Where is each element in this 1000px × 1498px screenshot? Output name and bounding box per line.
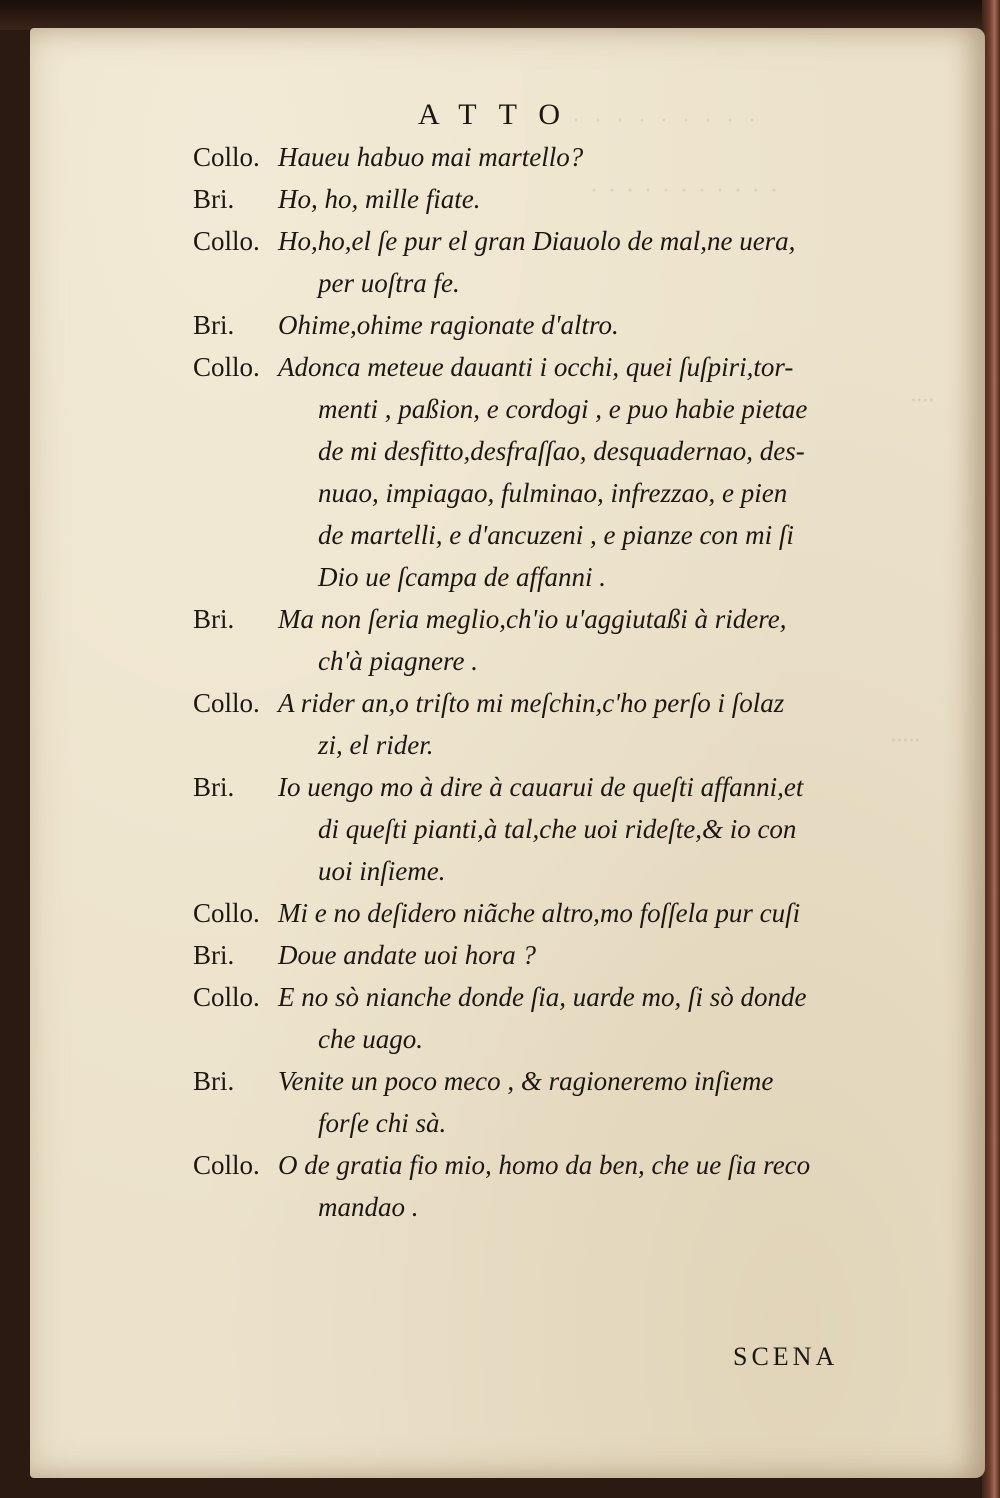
speech-line: nuao, impiagao, fulminao, infrezzao, e pien xyxy=(318,478,788,508)
speaker-label: Bri. xyxy=(193,1066,235,1096)
speech-line: de mi desfitto,desfraſſao, desquadernao, des- xyxy=(318,436,805,466)
speaker-label: Collo. xyxy=(193,352,260,382)
speech-line: Ho, ho, mille fiate. xyxy=(278,184,481,214)
speech-line: Io uengo mo à dire à cauarui de queſti affanni,et xyxy=(278,772,804,802)
speech-line: forſe chi sà. xyxy=(318,1108,447,1138)
speaker-label: Collo. xyxy=(193,226,260,256)
speaker-label: Bri. xyxy=(193,772,235,802)
speaker-label: Collo. xyxy=(193,898,260,928)
speech-line: Mi e no deſidero niãche altro,mo foſſela pur cuſi xyxy=(278,898,801,928)
speech-line: Ho,ho,el ſe pur el gran Diauolo de mal,ne uera, xyxy=(278,226,796,256)
speech-line: Doue andate uoi hora ? xyxy=(278,940,536,970)
show-through-text: ···· xyxy=(910,388,934,414)
speech-line: Dio ue ſcampa de affanni . xyxy=(318,562,606,592)
speaker-label: Collo. xyxy=(193,1150,260,1180)
speech-line: Haueu habuo mai martello? xyxy=(278,142,584,172)
speech-line: di queſti pianti,à tal,che uoi rideſte,& io con xyxy=(318,814,797,844)
speech-line: zi, el rider. xyxy=(318,730,434,760)
speech-line: Adonca meteue dauanti i occhi, quei ſuſpiri,tor- xyxy=(278,352,794,382)
catchword: SCENA xyxy=(733,1342,839,1371)
speech-line: per uoſtra fe. xyxy=(318,268,460,298)
speech-line: Venite un poco meco , & ragioneremo inſieme xyxy=(278,1066,774,1096)
speaker-label: Collo. xyxy=(193,982,260,1012)
speech-line: Ma non ſeria meglio,ch'io u'aggiutaßi à ridere, xyxy=(278,604,787,634)
show-through-text: ····· xyxy=(890,728,920,754)
speech-line: che uago. xyxy=(318,1024,423,1054)
speaker-label: Bri. xyxy=(193,310,235,340)
speech-line: A rider an,o triſto mi meſchin,c'ho perſo i ſolaz xyxy=(278,688,785,718)
speech-line: menti , paßion, e cordogi , e puo habie pietae xyxy=(318,394,808,424)
speech-line: O de gratia fio mio, homo da ben, che ue ſia reco xyxy=(278,1150,811,1180)
speech-line: E no sò nianche donde ſia, uarde mo, ſi sò donde xyxy=(278,982,807,1012)
show-through-text: ·········· xyxy=(550,108,770,134)
book-edge-top xyxy=(0,0,1000,30)
speaker-label: Bri. xyxy=(193,940,235,970)
speaker-label: Collo. xyxy=(193,142,260,172)
speech-line: uoi inſieme. xyxy=(318,856,446,886)
speaker-label: Bri. xyxy=(193,184,235,214)
page-header: ATTO xyxy=(417,98,583,131)
speech-line: ch'à piagnere . xyxy=(318,646,478,676)
speech-line: mandao . xyxy=(318,1192,419,1222)
speaker-label: Bri. xyxy=(193,604,235,634)
show-through-text: ··········· xyxy=(590,178,788,204)
speech-line: Ohime,ohime ragionate d'altro. xyxy=(278,310,619,340)
speech-line: de martelli, e d'ancuzeni , e pianze con mi ſi xyxy=(318,520,794,550)
speaker-label: Collo. xyxy=(193,688,260,718)
